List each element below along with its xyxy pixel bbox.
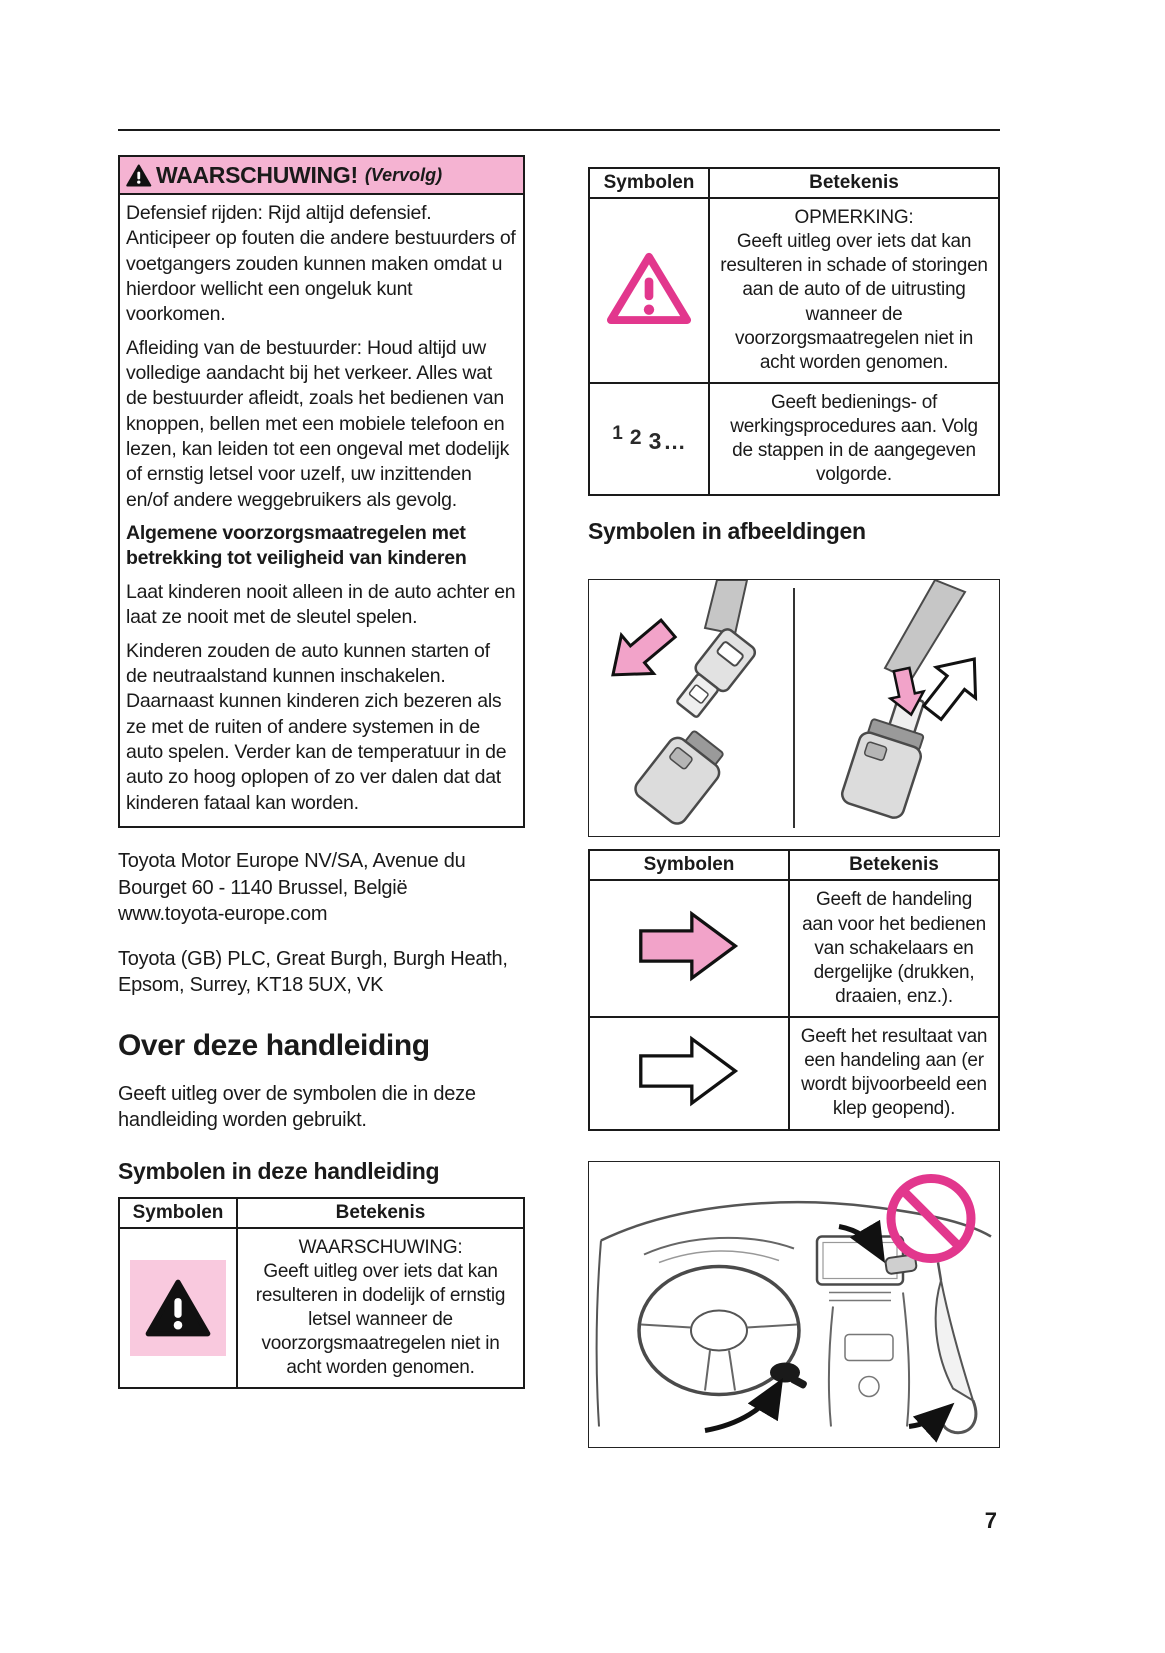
warning-paragraph: Afleiding van de bestuurder: Houd altijd uw volledige aandacht bij het verkeer. Alles wat de bestuurder afleidt, zoals het bedienen van knoppen, bellen met een mobiele telefoon en lezen, kan leiden tot een ongeval met dodelijk of ernstig letsel voor uzelf, uw inzittenden en/of andere weggebruikers als gevolg. <box>126 336 510 511</box>
warning-paragraph: Laat kinderen nooit alleen in de auto achter en laat ze nooit met de sleutel spelen. <box>126 580 516 629</box>
warning-box-body <box>120 195 523 826</box>
insert-arrow-icon <box>597 610 684 695</box>
table-header-row <box>589 168 999 198</box>
address-toyota-gb: Toyota (GB) PLC, Great Burgh, Burgh Heath, Epsom, Surrey, KT18 5UX, VK <box>118 947 508 997</box>
table-header-row <box>119 1198 524 1228</box>
result-arrow-icon <box>637 1096 741 1113</box>
children-safety-heading: Algemene voorzorgsmaatregelen met betrekking tot veiligheid van kinderen <box>126 522 467 570</box>
warning-box-header <box>120 157 523 195</box>
manual-symbols-table <box>118 1197 525 1390</box>
table-row <box>589 1017 999 1130</box>
numbered-steps-symbol: 1 2 3 ... <box>612 423 686 455</box>
toyota-europe-url: www.toyota-europe.com <box>118 903 328 926</box>
address-line: Toyota Motor Europe NV/SA, Avenue du Bourget 60 - 1140 Brussel, België <box>118 849 466 899</box>
manual-symbols-heading: Symbolen in deze handleiding <box>118 1157 440 1184</box>
meaning-label: WAARSCHUWING: <box>298 1236 463 1258</box>
column-header-betekenis: Betekenis <box>237 1198 524 1228</box>
column-header-symbolen: Symbolen <box>589 168 709 198</box>
meaning-text: Geeft de handeling aan voor het bedienen van schakelaars en dergelijke (drukken, draaien, enz.). <box>789 880 999 1017</box>
caution-triangle-icon <box>605 314 693 331</box>
notice-symbols-table <box>588 167 1000 496</box>
page-number: 7 <box>984 1508 997 1533</box>
meaning-text: Geeft uitleg over iets dat kan resulteren in schade of storingen aan de auto of de uitrusting wanneer de voorzorgsmaatregelen niet in acht worden genomen. <box>720 231 988 373</box>
top-rule <box>118 129 1000 131</box>
about-heading: Over deze handleiding <box>118 1028 430 1062</box>
warning-subtitle-vervolg: (Vervolg) <box>364 165 443 185</box>
about-intro: Geeft uitleg over de symbolen die in deze handleiding worden gebruikt. <box>118 1082 476 1132</box>
seatbelt-tongue-left <box>671 580 758 722</box>
meaning-text: Geeft bedienings- of werkingsprocedures aan. Volg de stappen in de aangegeven volgorde. <box>709 383 999 496</box>
column-header-betekenis: Betekenis <box>789 850 999 880</box>
column-header-symbolen: Symbolen <box>589 850 789 880</box>
warning-title: WAARSCHUWING! <box>156 162 358 188</box>
meaning-label: OPMERKING: <box>794 207 914 228</box>
column-header-betekenis: Betekenis <box>709 168 999 198</box>
content-columns <box>118 155 1000 1448</box>
images-symbols-heading: Symbolen in afbeeldingen <box>588 518 866 545</box>
seatbelt-figure <box>588 579 1000 837</box>
warning-paragraph: Kinderen zouden de auto kunnen starten of de neutraalstand kunnen inschakelen. Daarnaast kunnen kinderen zich bezeren als ze met de ruiten of andere systemen in de auto spelen. Verder kan de temperatuur in de auto zo hoog oplopen of zo ver dalen dat dat kinderen fataal kan worden. <box>126 639 507 814</box>
table-row <box>589 383 999 496</box>
right-column <box>588 155 1000 1448</box>
meaning-text: Geeft het resultaat van een handeling aan (er wordt bijvoorbeeld een klep geopend). <box>789 1017 999 1130</box>
left-column <box>118 155 525 1448</box>
warning-triangle-icon <box>130 1260 226 1356</box>
umbrella-icon <box>936 1262 976 1432</box>
meaning-text: Geeft uitleg over iets dat kan resulteren in dodelijk of ernstig letsel wanneer de voorzorgsmaatregelen niet in acht worden genomen. <box>255 1260 506 1379</box>
table-header-row <box>589 850 999 880</box>
table-row <box>119 1228 524 1389</box>
warning-triangle-icon <box>126 164 152 187</box>
figure-symbols-table <box>588 849 1000 1130</box>
address-toyota-europe <box>118 848 525 928</box>
warning-box <box>118 155 525 828</box>
warning-paragraph: Defensief rijden: Rijd altijd defensief. Anticipeer op fouten die andere bestuurders of voetgangers zouden kunnen maken omdat u hierdoor wellicht een ongeluk kunt voorkomen. <box>126 202 516 326</box>
prohibition-icon <box>891 1178 971 1258</box>
table-row <box>589 198 999 383</box>
seatbelt-buckle-left <box>632 723 732 828</box>
table-row <box>589 880 999 1017</box>
dashboard-figure <box>588 1161 1000 1448</box>
action-arrow-icon <box>637 971 741 988</box>
column-header-symbolen: Symbolen <box>119 1198 237 1228</box>
